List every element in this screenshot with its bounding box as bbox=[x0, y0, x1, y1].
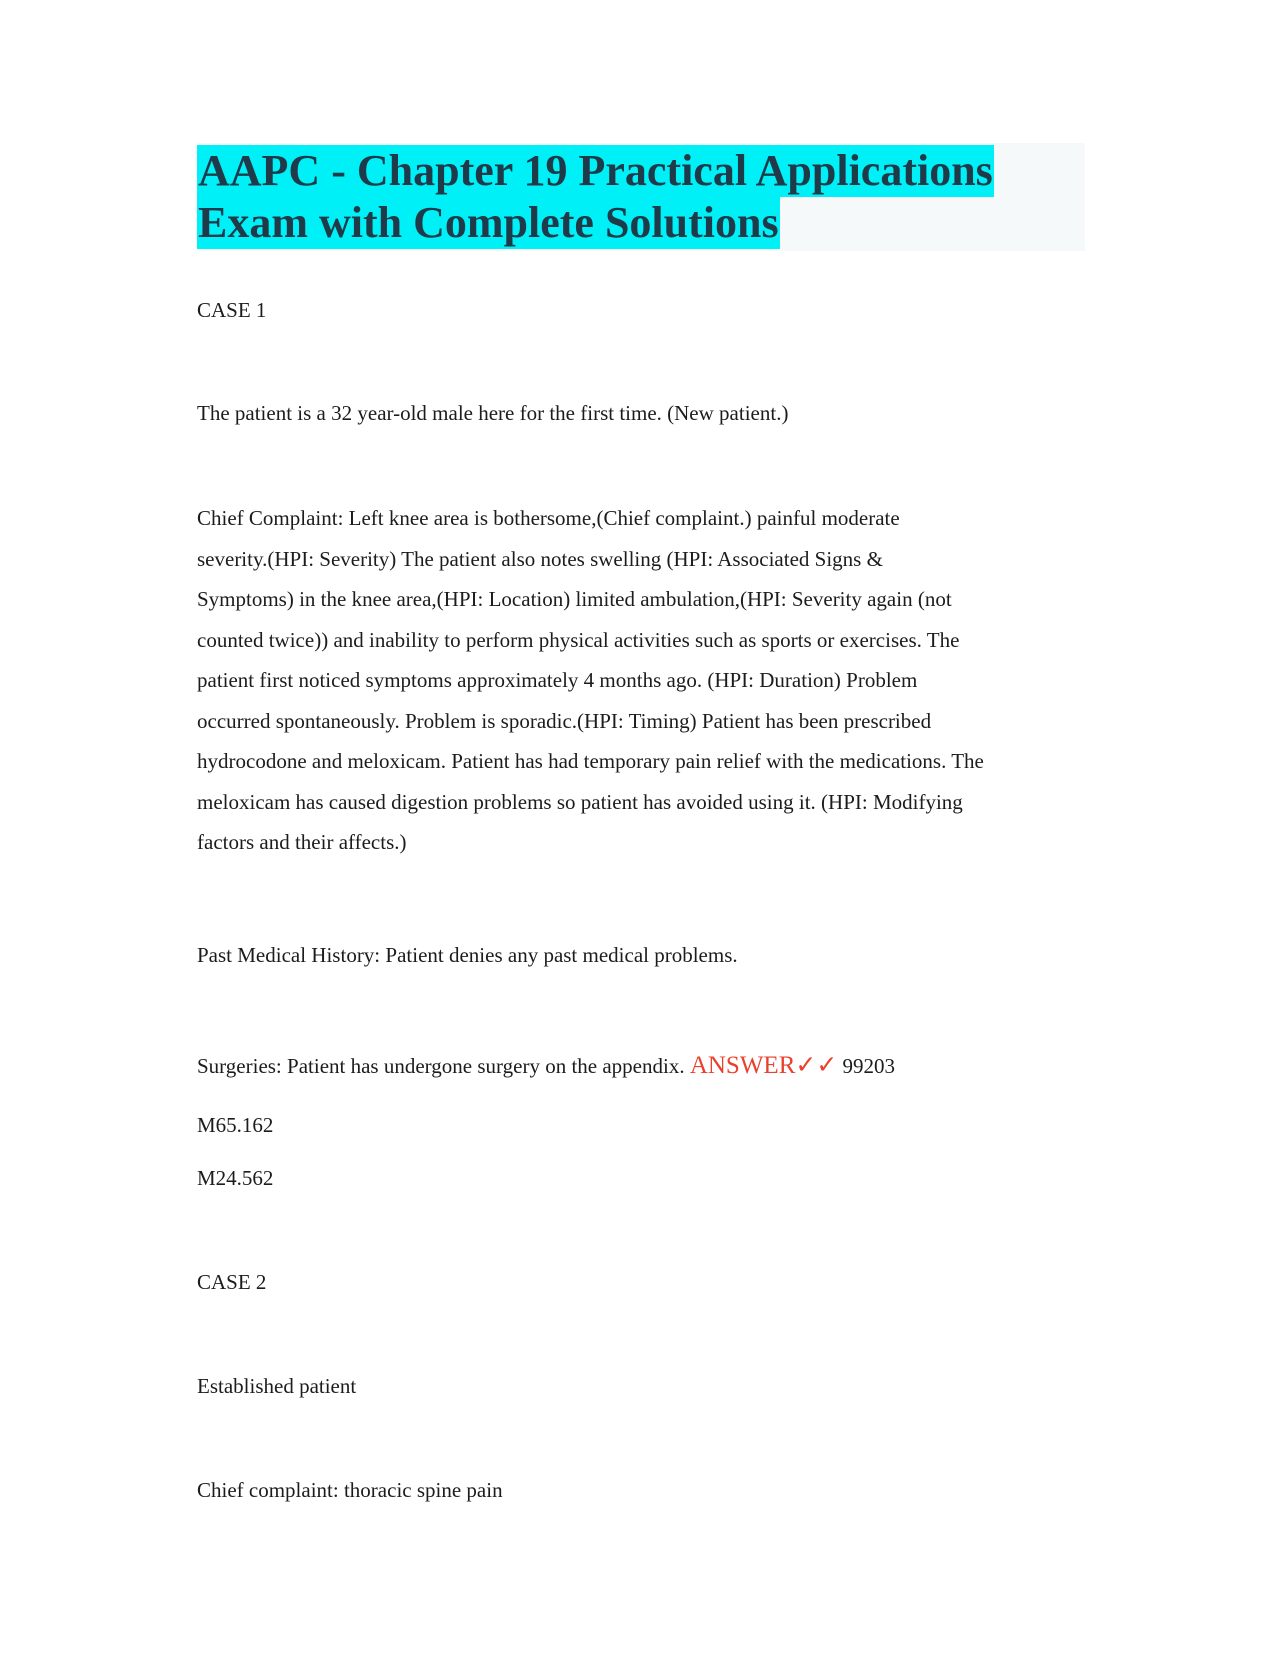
past-medical-history: Past Medical History: Patient denies any past medical problems. bbox=[197, 943, 738, 967]
surgeries-line bbox=[197, 1046, 895, 1086]
case-2-chief-complaint: Chief complaint: thoracic spine pain bbox=[197, 1478, 503, 1502]
answer-code: 99203 bbox=[842, 1054, 896, 1078]
paragraph-line: patient first noticed symptoms approximately 4 months ago. (HPI: Duration) Problem bbox=[197, 668, 918, 692]
document-title-line-1: AAPC - Chapter 19 Practical Applications bbox=[198, 146, 993, 195]
case-2-heading: CASE 2 bbox=[197, 1270, 267, 1294]
paragraph-line: Symptoms) in the knee area,(HPI: Location) limited ambulation,(HPI: Severity again (not bbox=[197, 587, 952, 611]
paragraph-line: hydrocodone and meloxicam. Patient has had temporary pain relief with the medications. The bbox=[197, 749, 984, 773]
paragraph-line: Chief Complaint: Left knee area is bothersome,(Chief complaint.) painful moderate bbox=[197, 506, 900, 530]
case-1-intro: The patient is a 32 year-old male here for the first time. (New patient.) bbox=[197, 401, 789, 425]
paragraph-line: occurred spontaneously. Problem is sporadic.(HPI: Timing) Patient has been prescribed bbox=[197, 708, 932, 733]
diagnosis-code-1: M65.162 bbox=[197, 1113, 274, 1137]
case-2-patient-type: Established patient bbox=[197, 1374, 357, 1398]
case-1-heading: CASE 1 bbox=[197, 298, 267, 322]
diagnosis-code-2: M24.562 bbox=[197, 1166, 274, 1190]
chief-complaint-paragraph bbox=[197, 498, 1087, 863]
surgeries-text: Surgeries: Patient has undergone surgery on the appendix. bbox=[197, 1054, 685, 1078]
paragraph-line: severity.(HPI: Severity) The patient also notes swelling (HPI: Associated Signs & bbox=[197, 546, 883, 571]
document-title-line-2: Exam with Complete Solutions bbox=[198, 198, 779, 247]
paragraph-line: factors and their affects.) bbox=[197, 830, 407, 854]
paragraph-line: meloxicam has caused digestion problems so patient has avoided using it. (HPI: Modifying bbox=[197, 789, 963, 814]
paragraph-line: counted twice)) and inability to perform physical activities such as sports or exercises. The bbox=[197, 627, 960, 652]
answer-label: ANSWER✓✓ bbox=[689, 1052, 838, 1079]
